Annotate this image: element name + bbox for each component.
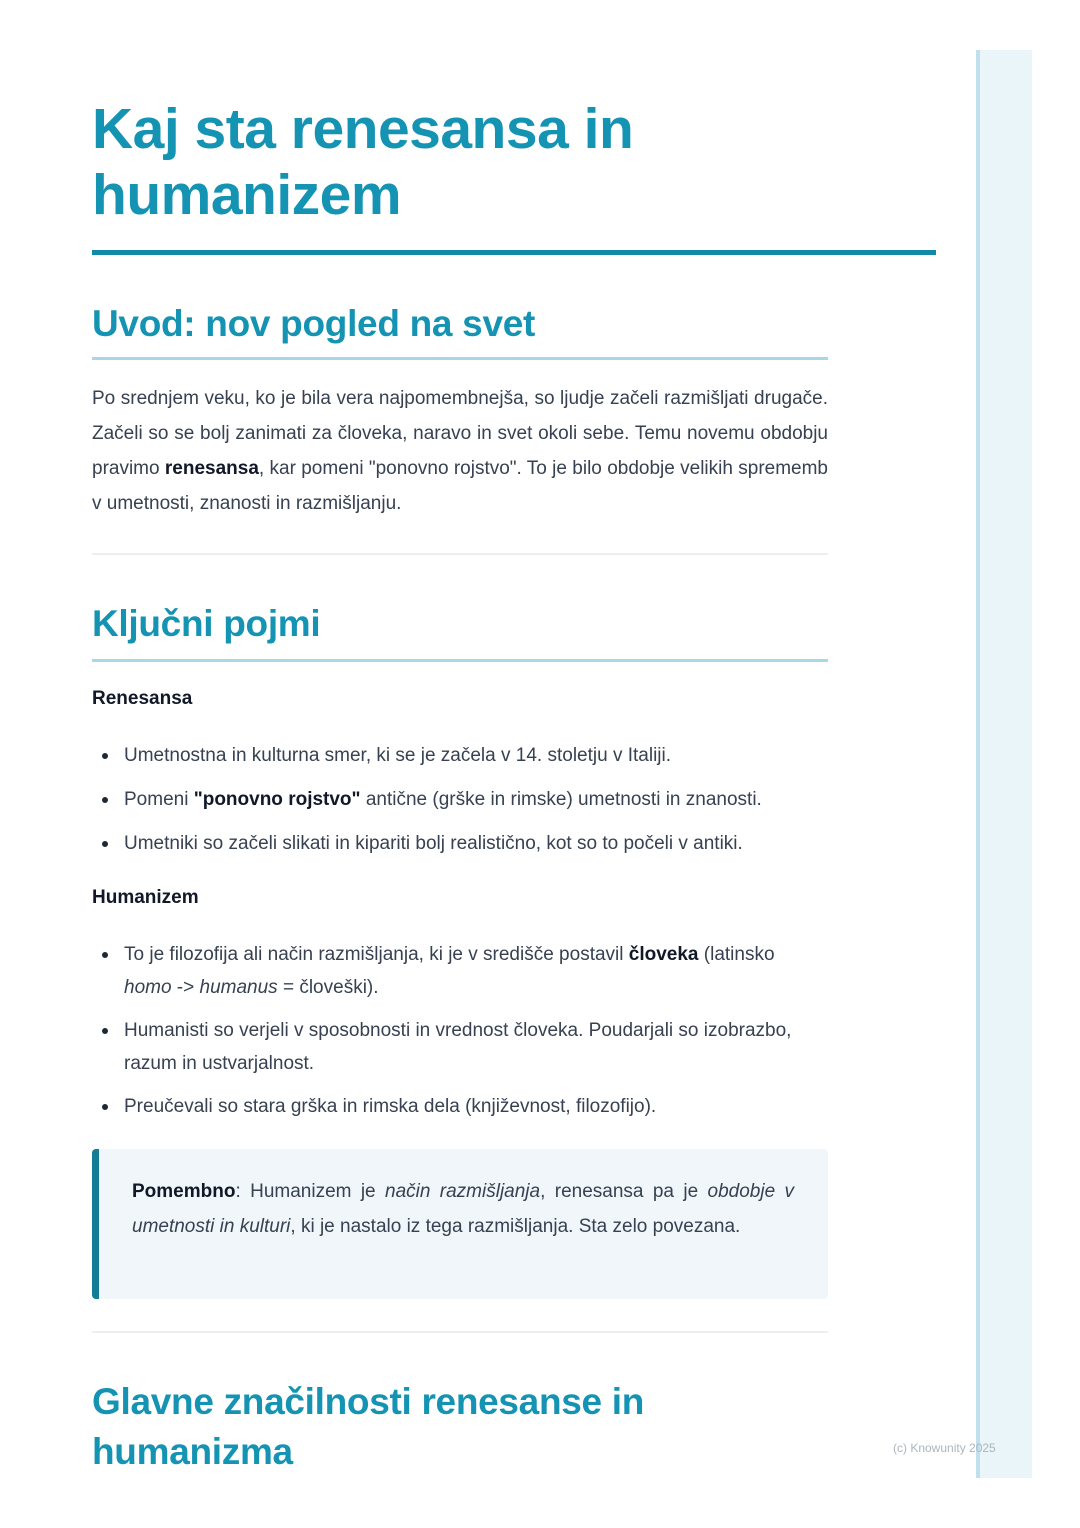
list-item: Umetnostna in kulturna smer, ki se je začela v 14. stoletju v Italiji. — [92, 739, 828, 772]
page-title: Kaj sta renesansa in humanizem — [92, 97, 634, 227]
list-item: Preučevali so stara grška in rimska dela (književnost, filozofijo). — [92, 1090, 792, 1123]
side-panel — [976, 50, 1032, 1478]
intro-paragraph: Po srednjem veku, ko je bila vera najpomembnejša, so ljudje začeli razmišljati drugače. Začeli so se bolj zanimati za človeka, naravo in svet okoli sebe. Temu novemu obdobju pravimo renesansa, kar pomeni "ponovno rojstvo". To je bilo obdobje velikih sprememb v umetnosti, znanosti in razmišljanju. — [92, 388, 828, 514]
list-item: To je filozofija ali način razmišljanja, ki je v središče postavil človeka (latinsko homo -> humanus = človeški). — [92, 938, 792, 1004]
section-heading-key-terms: Ključni pojmi — [92, 603, 321, 644]
section-heading-features: Glavne značilnosti renesanse in humanizma — [92, 1381, 645, 1472]
bold-term: renesansa — [164, 458, 259, 479]
important-callout: Pomembno: Humanizem je način razmišljanja, renesansa pa je obdobje v umetnosti in kulturi, ki je nastalo iz tega razmišljanja. Sta zelo povezana. — [92, 1149, 828, 1299]
section-separator — [92, 1331, 828, 1333]
list-item: Pomeni "ponovno rojstvo" antične (grške in rimske) umetnosti in znanosti. — [92, 783, 828, 816]
section-heading-rule — [92, 357, 828, 360]
list-item: Humanisti so verjeli v sposobnosti in vrednost človeka. Poudarjali so izobrazbo, razum in ustvarjalnost. — [92, 1014, 792, 1080]
subheading-renesansa: Renesansa — [92, 688, 193, 709]
watermark: (c) Knowunity 2025 — [893, 1441, 996, 1455]
renaissance-list — [92, 739, 828, 860]
subheading-humanizem: Humanizem — [92, 887, 199, 908]
section-heading-intro: Uvod: nov pogled na svet — [92, 303, 536, 344]
section-separator — [92, 553, 828, 555]
list-item: Umetniki so začeli slikati in kipariti bolj realistično, kot so to počeli v antiki. — [92, 827, 828, 860]
humanism-list — [92, 938, 792, 1123]
title-divider — [92, 250, 936, 255]
section-heading-rule — [92, 659, 828, 662]
